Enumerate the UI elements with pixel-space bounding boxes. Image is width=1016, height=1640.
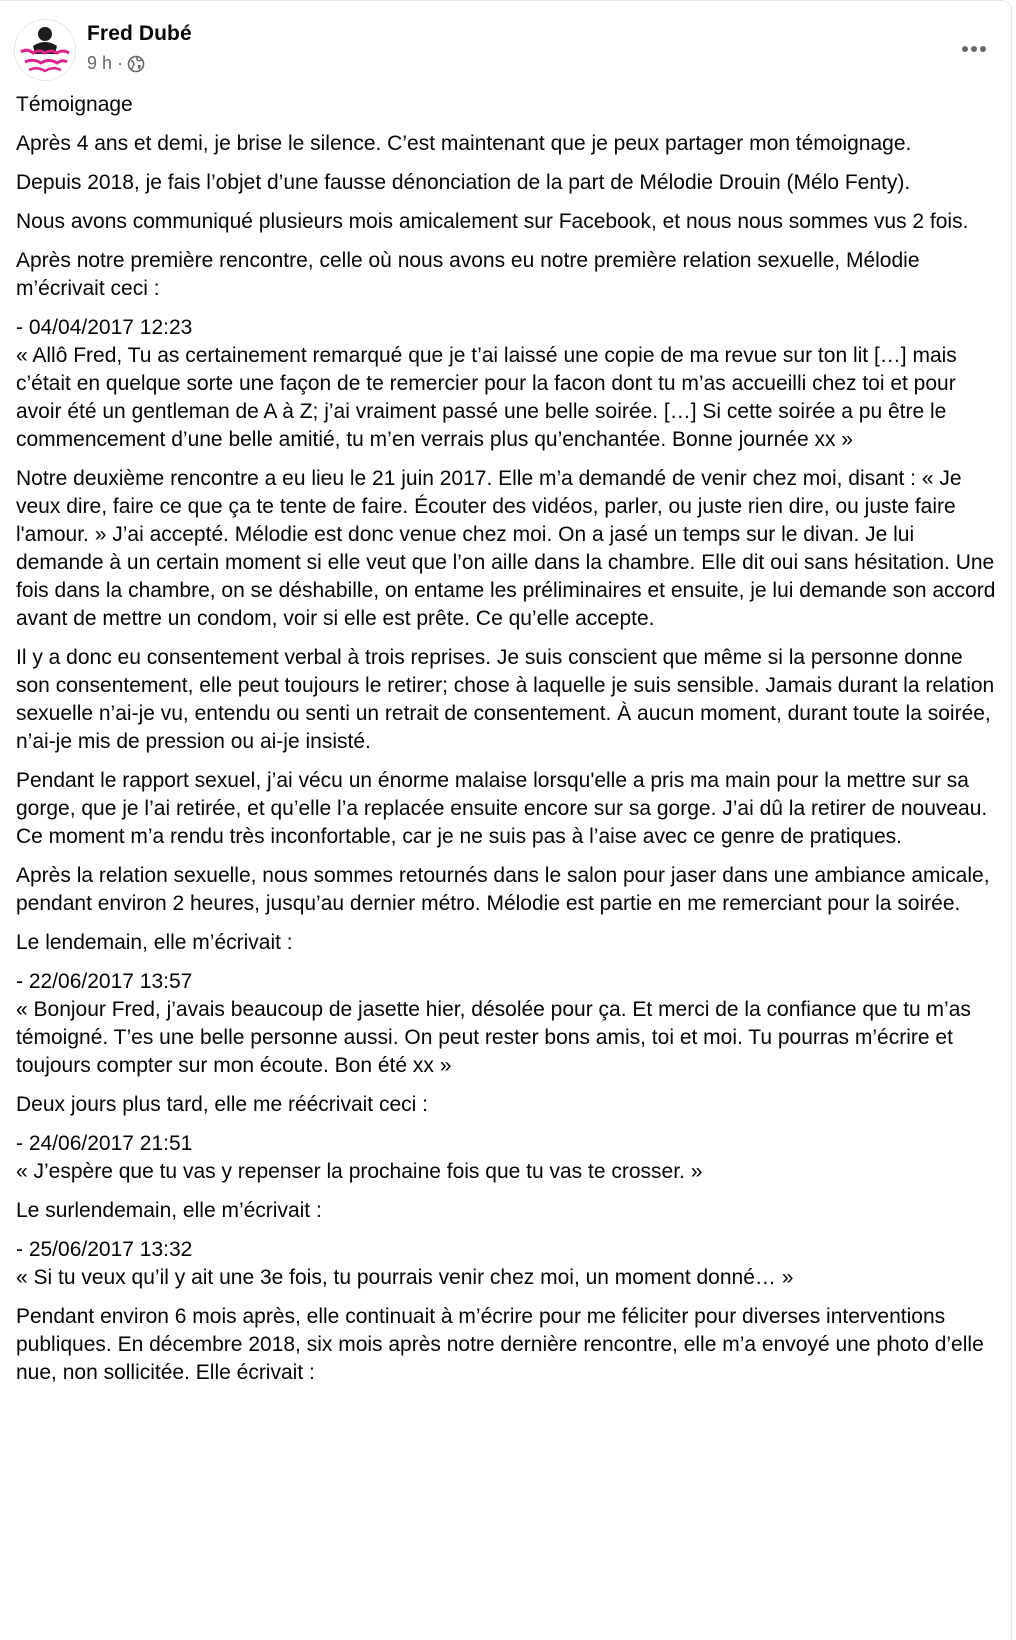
avatar[interactable] — [14, 19, 76, 81]
post-meta — [87, 53, 145, 74]
more-horizontal-icon — [961, 45, 987, 53]
post-paragraph: Deux jours plus tard, elle me réécrivait ceci : — [16, 1093, 428, 1116]
post-paragraph: Pendant environ 6 mois après, elle continuait à m’écrire pour me féliciter pour diverses interventions publiques. En décembre 2018, six mois après notre dernière rencontre, elle m’a envoyé une photo d’elle nue, non sollicitée. Elle écrivait : — [16, 1305, 984, 1384]
post-paragraph: Après 4 ans et demi, je brise le silence. C’est maintenant que je peux partager mon témoignage. — [16, 132, 912, 155]
post-paragraph: - 24/06/2017 21:51 « J’espère que tu vas y repenser la prochaine fois que tu vas te crosser. » — [16, 1132, 703, 1183]
post-timestamp[interactable]: 9 h — [87, 53, 113, 73]
post-paragraph: Pendant le rapport sexuel, j’ai vécu un énorme malaise lorsqu'elle a pris ma main pour la mettre sur sa gorge, que je l’ai retirée, et qu’elle l’a replacée ensuite encore sur sa gorge. J’ai dû la retirer de nouveau. Ce moment m’a rendu très inconfortable, car je ne suis pas à l’aise avec ce genre de pratiques. — [16, 769, 988, 848]
avatar-logo-icon — [15, 20, 75, 80]
author-name[interactable]: Fred Dubé — [87, 22, 192, 45]
post-paragraph: - 25/06/2017 13:32 « Si tu veux qu’il y ait une 3e fois, tu pourrais venir chez moi, un moment donné… » — [16, 1238, 794, 1289]
post-paragraph: Témoignage — [16, 93, 133, 116]
post-paragraph: Depuis 2018, je fais l’objet d’une fausse dénonciation de la part de Mélodie Drouin (Mélo Fenty). — [16, 171, 911, 194]
post-paragraph: Nous avons communiqué plusieurs mois amicalement sur Facebook, et nous nous sommes vus 2 fois. — [16, 210, 969, 233]
post-paragraph: Après la relation sexuelle, nous sommes retournés dans le salon pour jaser dans une ambiance amicale, pendant environ 2 heures, jusqu’au dernier métro. Mélodie est partie en me remerciant pour la soirée. — [16, 864, 990, 915]
post-paragraph: Il y a donc eu consentement verbal à trois reprises. Je suis conscient que même si la personne donne son consentement, elle peut toujours le retirer; chose à laquelle je suis sensible. Jamais durant la relation sexuelle n’ai-je vu, entendu ou senti un retrait de consentement. À aucun moment, durant toute la soirée, n’ai-je mis de pression ou ai-je insisté. — [16, 646, 995, 753]
post-paragraph: - 04/04/2017 12:23 « Allô Fred, Tu as certainement remarqué que je t’ai laissé une copie de ma revue sur ton lit […] mais c’était en quelque sorte une façon de te remercier pour la facon dont tu m’as accueilli chez toi et pour avoir été un gentleman de A à Z; j’ai vraiment passé une belle soirée. […] Si cette soirée a pu être le commencement d’une belle amitié, tu m’en verrais plus qu’enchantée. Bonne journée xx » — [16, 316, 957, 451]
post-paragraph: Le lendemain, elle m’écrivait : — [16, 931, 293, 954]
post-paragraph: Après notre première rencontre, celle où nous avons eu notre première relation sexuelle, Mélodie m’écrivait ceci : — [16, 249, 920, 300]
post-header — [14, 19, 994, 83]
meta-separator: · — [117, 53, 124, 73]
post-paragraph: Le surlendemain, elle m’écrivait : — [16, 1199, 322, 1222]
post-paragraph: Notre deuxième rencontre a eu lieu le 21 juin 2017. Elle m’a demandé de venir chez moi, disant : « Je veux dire, faire ce que ça te tente de faire. Écouter des vidéos, parler, ou juste rien dire, ou juste faire l'amour. » J’ai accepté. Mélodie est donc venue chez moi. On a jasé un temps sur le divan. Je lui demande à un certain moment si elle veut que l’on aille dans la chambre. Elle dit oui sans hésitation. Une fois dans la chambre, on se déshabille, on entame les préliminaires et ensuite, je lui demande son accord avant de mettre un condom, voir si elle est prête. Ce qu’elle accepte. — [16, 467, 996, 630]
post-paragraph: - 22/06/2017 13:57 « Bonjour Fred, j’avais beaucoup de jasette hier, désolée pour ça. Et merci de la confiance que tu m’as témoigné. T’es une belle personne aussi. On peut rester bons amis, toi et moi. Tu pourras m’écrire et toujours compter sur mon écoute. Bon été xx » — [16, 970, 971, 1077]
post-text — [16, 91, 996, 1398]
more-options-button[interactable] — [954, 29, 994, 69]
globe-icon[interactable] — [127, 55, 145, 73]
